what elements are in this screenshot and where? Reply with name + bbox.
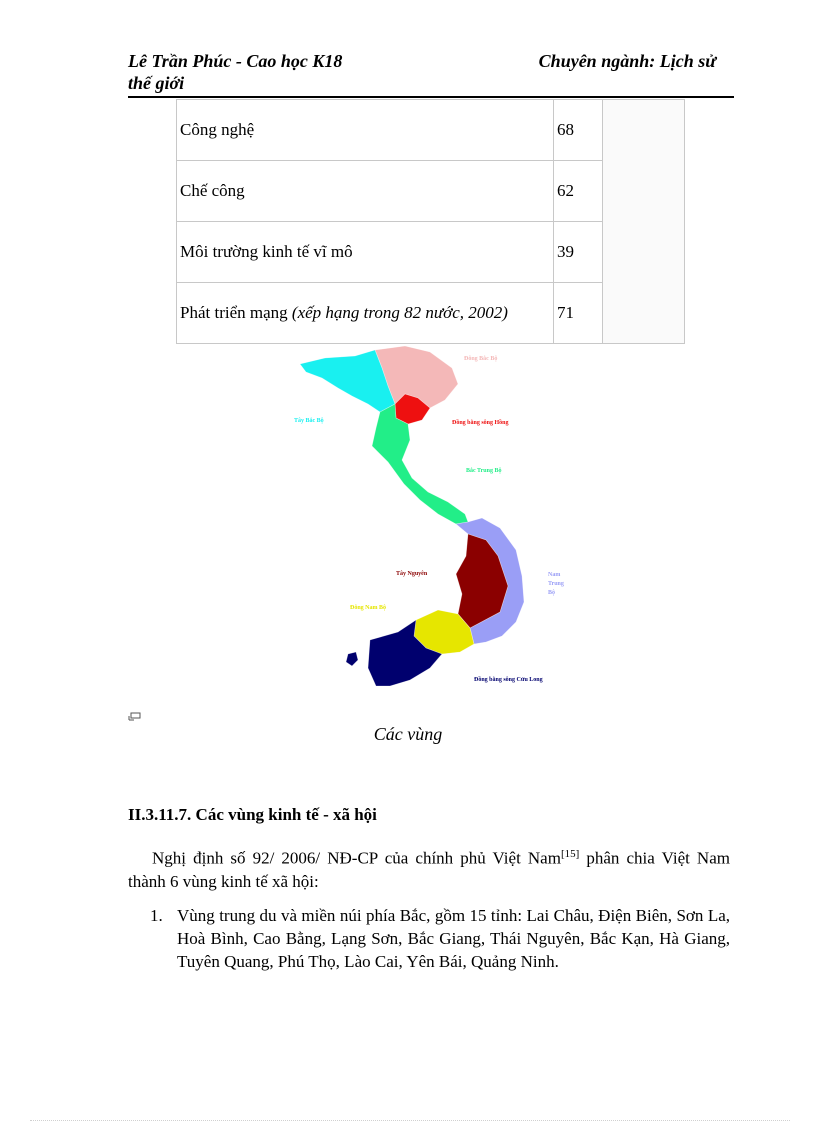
table-cell-empty xyxy=(603,100,685,344)
table-cell-value: 39 xyxy=(554,222,603,283)
table-cell-value: 71 xyxy=(554,283,603,344)
label-tay-bac-bo: Tây Bắc Bộ xyxy=(294,418,324,424)
table-row xyxy=(177,100,685,161)
table-cell-value: 68 xyxy=(554,100,603,161)
table-cell-label: Chế công xyxy=(177,161,554,222)
list-item-text: Vùng trung du và miền núi phía Bắc, gồm 15 tỉnh: Lai Châu, Điện Biên, Sơn La, Hoà Bình, Cao Bằng, Lạng Sơn, Bắc Giang, Thái Nguyên, Bắc Kạn, Hà Giang, Tuyên Quang, Phú Thọ, Lào Cai, Yên Bái, Quảng Ninh. xyxy=(177,906,730,971)
header-author: Lê Trần Phúc - Cao học K18 xyxy=(128,51,343,71)
label-dong-bang-song-hong: Đồng bằng sông Hồng xyxy=(452,420,509,426)
label-dong-nam-bo: Đông Nam Bộ xyxy=(350,605,387,611)
label-nam-trung-bo: Trung xyxy=(548,581,564,587)
table-cell-label: Môi trường kinh tế vĩ mô xyxy=(177,222,554,283)
vietnam-regions-map xyxy=(280,342,600,692)
table-cell-label: Công nghệ xyxy=(177,100,554,161)
label-bac-trung-bo: Bắc Trung Bộ xyxy=(466,468,502,474)
numbered-list xyxy=(150,904,730,973)
table-cell-value: 62 xyxy=(554,161,603,222)
label-tay-nguyen: Tây Nguyên xyxy=(396,571,428,577)
body-paragraph: Nghị định số 92/ 2006/ NĐ-CP của chính phủ Việt Nam[15] phân chia Việt Nam thành 6 vùng kinh tế xã hội: xyxy=(128,848,730,891)
island-phu-quoc xyxy=(346,652,358,666)
ranking-table xyxy=(176,99,685,344)
footnote-reference[interactable]: [15] xyxy=(560,848,580,860)
header-rule xyxy=(128,96,734,98)
header-major: Chuyên ngành: Lịch sử xyxy=(538,51,716,71)
section-heading: II.3.11.7. Các vùng kinh tế - xã hội xyxy=(128,805,377,824)
page-bottom-border xyxy=(30,1120,790,1121)
label-nam-trung-bo: Bộ xyxy=(548,590,556,596)
label-dong-bac-bo: Đông Bắc Bộ xyxy=(464,356,498,362)
figure-caption: Các vùng xyxy=(373,724,443,744)
label-dong-bang-song-cuu-long: Đồng bằng sông Cửu Long xyxy=(474,677,543,683)
table-cell-label: Phát triển mạng (xếp hạng trong 82 nước, 2002) xyxy=(177,283,554,344)
list-item-number: 1. xyxy=(150,906,163,925)
label-nam-trung-bo: Nam xyxy=(548,572,561,578)
header-author-continued: thế giới xyxy=(128,73,185,93)
list-item xyxy=(150,904,730,973)
image-anchor-icon xyxy=(128,712,142,721)
